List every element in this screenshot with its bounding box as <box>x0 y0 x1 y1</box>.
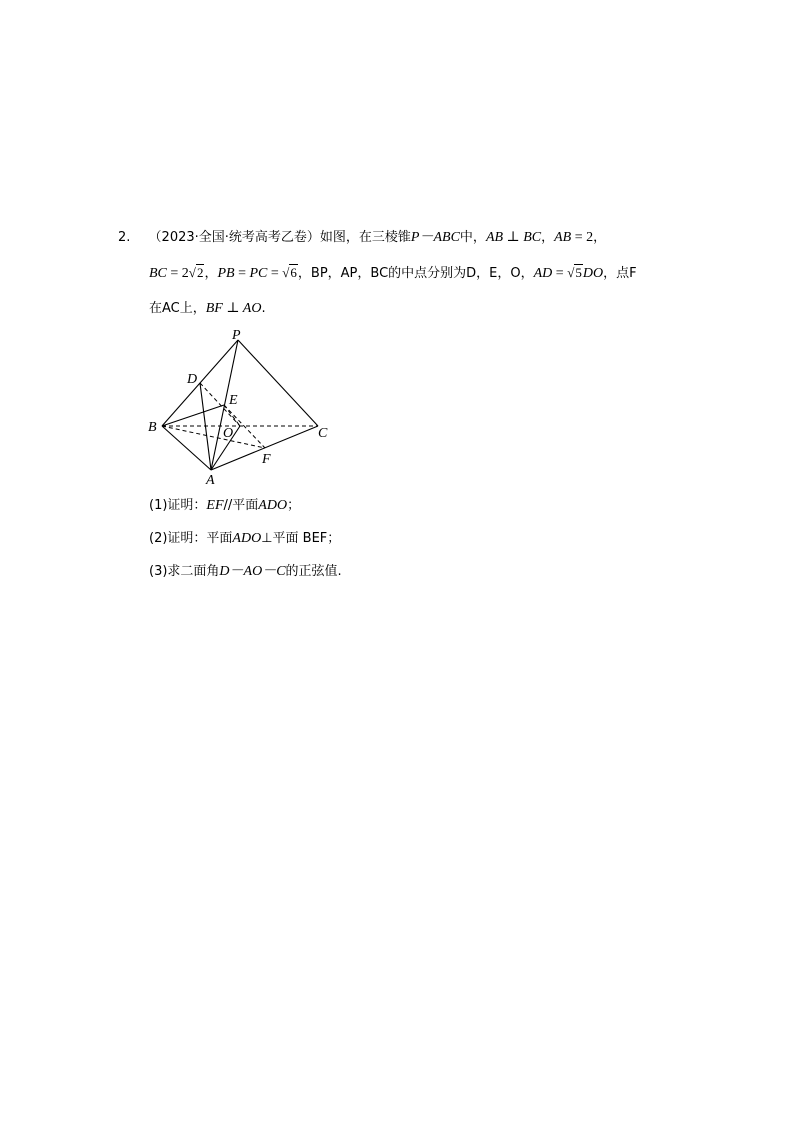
question-2: (2)证明：平面ADO⊥平面 BEF； <box>149 531 341 546</box>
segment-bf-dashed <box>162 426 265 448</box>
label-b: B <box>148 420 157 435</box>
label-a: A <box>206 473 215 488</box>
problem-line-3: 在AC上，BF ⊥ AO. <box>149 301 266 316</box>
problem-source: （2023·全国·统考高考乙卷） <box>148 230 320 245</box>
tetrahedron-figure <box>146 326 336 488</box>
question-3: (3)求二面角D－AO－C的正弦值. <box>149 564 342 579</box>
math-tetrahedron: P－ABC <box>410 230 460 245</box>
edge-ba <box>162 426 211 470</box>
problem-line-1: 2. （2023·全国·统考高考乙卷）如图，在三棱锥P－ABC中，AB ⊥ BC，AB = 2， <box>118 230 607 245</box>
problem-number: 2. <box>118 230 131 245</box>
label-d: D <box>187 372 198 387</box>
problem-line-2: BC = 2√2，PB = PC = √6，BP，AP，BC的中点分别为D，E，O，AD = √5DO，点F <box>149 265 637 281</box>
label-e: E <box>229 393 238 408</box>
label-c: C <box>318 426 328 441</box>
math-ab-perp-bc: AB ⊥ BC <box>485 230 542 245</box>
question-1: (1)证明：EF//平面ADO； <box>149 498 301 513</box>
label-o: O <box>223 426 234 441</box>
label-f: F <box>262 452 271 467</box>
segment-eo-dashed <box>224 405 240 426</box>
label-p: P <box>232 328 241 343</box>
edge-pc <box>238 340 318 426</box>
